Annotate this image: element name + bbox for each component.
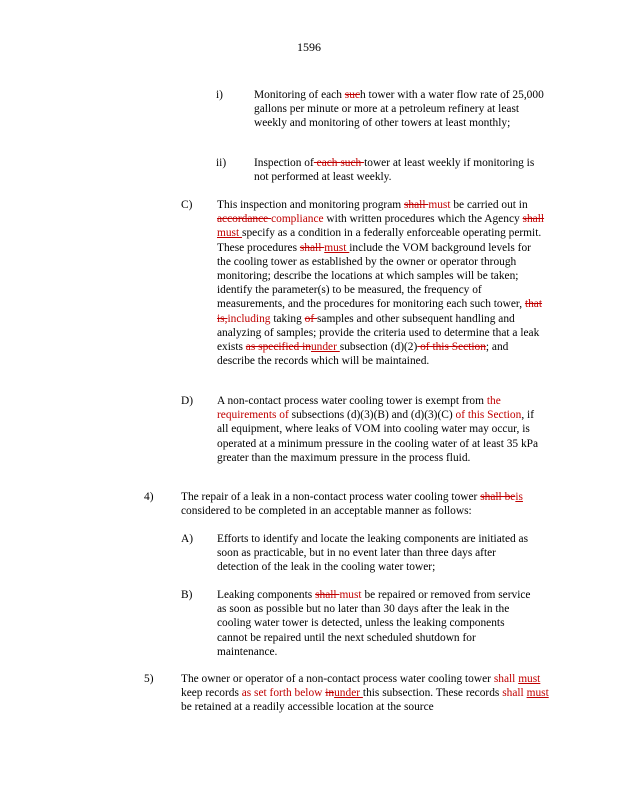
text: This inspection and monitoring program — [217, 199, 404, 211]
inserted-text: including — [227, 312, 274, 325]
inserted-text: must — [217, 227, 243, 240]
item-text — [254, 156, 546, 184]
deleted-text: shall be — [480, 491, 516, 503]
item-text — [217, 394, 547, 465]
item-label: ii) — [216, 157, 227, 169]
inserted-text: compliance — [271, 213, 327, 226]
deleted-text: as specified in — [245, 341, 311, 354]
inserted-text: must — [428, 199, 451, 211]
inserted-text: under — [334, 687, 363, 700]
text: samples and other subsequent handling and analyzing of samples; provide the criteria used to determine that a leak exists — [217, 312, 540, 354]
item-label: 5) — [144, 673, 154, 685]
text: A non-contact process water cooling tower is exempt from — [217, 395, 487, 407]
item-text — [254, 88, 544, 131]
text: with written procedures which the Agency — [326, 213, 523, 226]
text: specify as a condition in a federally enforceable operating permit. These procedures — [217, 227, 542, 254]
deleted-text: of this Section — [417, 341, 486, 354]
inserted-text: under — [310, 341, 340, 354]
text: The owner or operator of a non-contact process water cooling tower — [181, 673, 494, 685]
text: Efforts to identify and locate the leaking components are initiated as soon as practicable, but in no event later than three days after detection of the leak in the cooling water tower; — [217, 533, 529, 574]
deleted-text: such — [340, 157, 365, 169]
item-text — [217, 588, 537, 659]
text: Monitoring of each — [254, 89, 345, 101]
text: , if all equipment, where leaks of VOM into cooling water may occur, is operated at a minimum pressure in the cooling water of at least 35 kPa greater than the maximum pressure in the process fluid. — [217, 409, 539, 464]
text: Inspection of — [254, 157, 314, 169]
text: h tower with a water flow rate of 25,000 gallons per minute or more at a petroleum refinery at least weekly and monitoring of other towers at least monthly; — [254, 89, 544, 130]
deleted-text: of — [304, 312, 317, 325]
inserted-text: must — [518, 673, 541, 685]
inserted-text: shall — [502, 687, 527, 700]
text: be carried out in — [450, 199, 528, 211]
deleted-text: shall — [299, 241, 325, 254]
page-number: 1596 — [297, 40, 321, 54]
deleted-text: in — [325, 687, 335, 700]
item-label: i) — [216, 89, 223, 101]
item-label: D) — [181, 395, 194, 407]
deleted-text: accordance — [217, 213, 272, 226]
deleted-text: shall — [522, 213, 545, 226]
deleted-text: shall — [315, 589, 340, 601]
item-label: C) — [181, 199, 193, 211]
item-text — [217, 198, 547, 368]
text: this subsection. These records — [362, 687, 503, 700]
inserted-text: as set forth below — [241, 687, 326, 700]
item-text — [217, 532, 537, 575]
text: be repaired or removed from service as soon as possible but no later than 30 days after the leak in the cooling water tower is detected, unless the leaking components cannot be repaired until the next scheduled shutdown for maintenance. — [217, 589, 531, 658]
inserted-text: must — [324, 241, 350, 254]
inserted-text: is — [515, 491, 523, 503]
inserted-text: the requirements of — [217, 395, 501, 422]
inserted-text: of this Section — [455, 409, 522, 422]
deleted-text: shall — [403, 199, 429, 211]
inserted-text: must — [339, 589, 365, 601]
item-label: A) — [181, 533, 194, 545]
item-text — [181, 490, 541, 518]
text: taking — [273, 312, 305, 325]
text: The repair of a leak in a non-contact process water cooling tower — [181, 491, 481, 503]
text: considered to be completed in an acceptable manner as follows: — [181, 505, 472, 518]
text: tower at least weekly if monitoring is not performed at least weekly. — [254, 157, 535, 184]
item-label: B) — [181, 589, 193, 601]
inserted-text: must — [526, 687, 549, 700]
item-text — [181, 672, 551, 715]
text: Leaking components — [217, 589, 316, 601]
deleted-text: suc — [344, 89, 360, 101]
deleted-text: that is, — [217, 298, 543, 325]
text: be retained at a readily accessible location at the source — [181, 701, 434, 714]
item-label: 4) — [144, 491, 154, 503]
deleted-text: each — [313, 157, 341, 169]
text: subsection (d)(2) — [339, 341, 418, 354]
text: ; and describe the records which will be maintained. — [217, 341, 509, 368]
text: subsections (d)(3)(B) and (d)(3)(C) — [291, 409, 456, 422]
inserted-text: shall — [493, 673, 519, 685]
text: include the VOM background levels for the cooling tower as established by the owner or operator through monitoring; describe the locations at which samples will be taken; identify the parameter(s) to be measured, the frequency of measurements, and the procedures for monitoring each such tower, — [217, 241, 531, 311]
text: keep records — [181, 687, 242, 700]
